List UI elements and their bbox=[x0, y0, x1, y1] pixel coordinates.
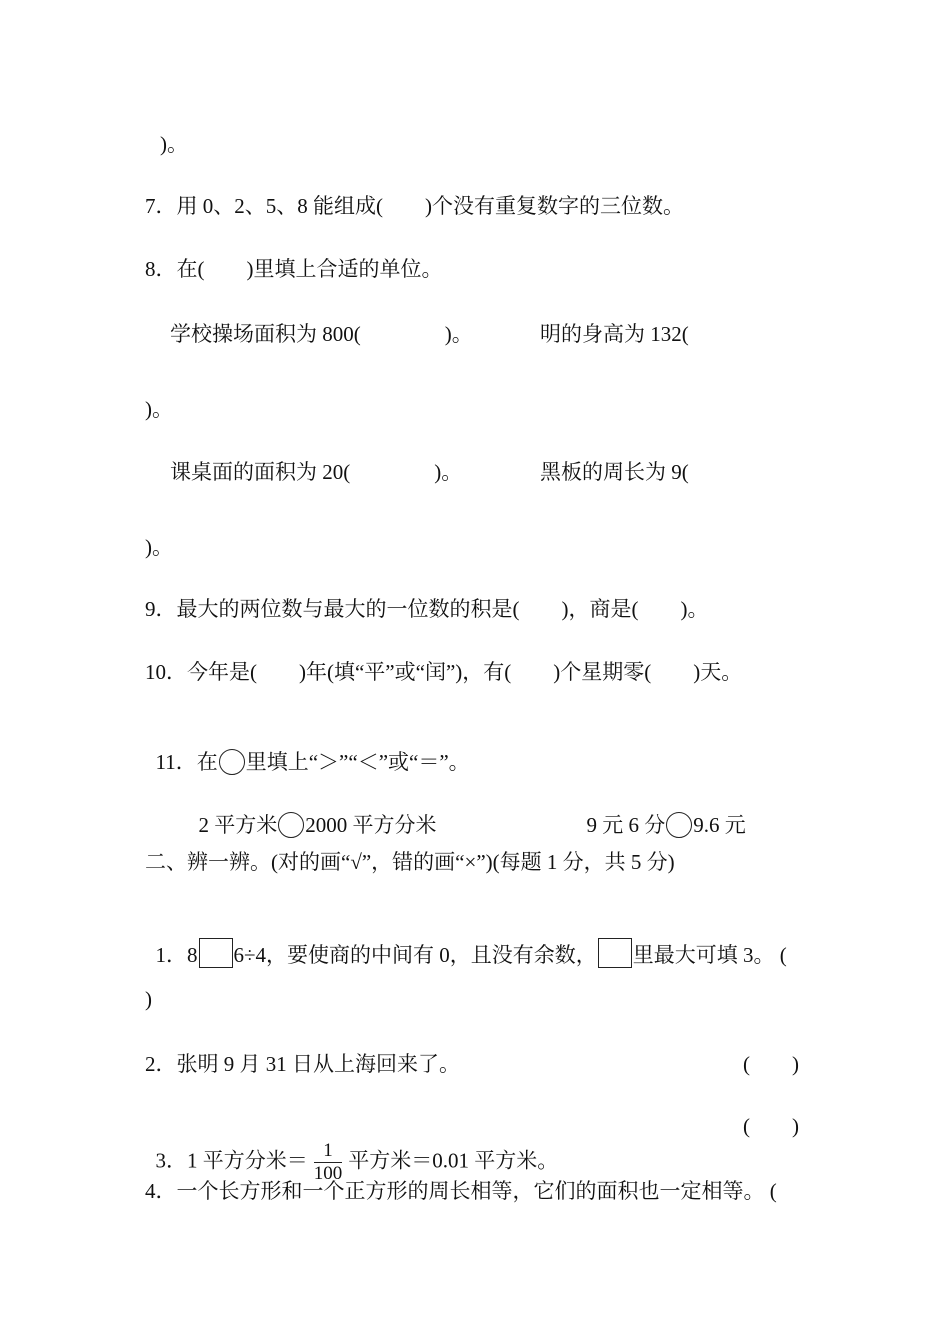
question-8-playground: 学校操场面积为 800( )。 bbox=[170, 322, 473, 346]
answer-circle[interactable] bbox=[666, 812, 692, 838]
compare-right: 9.6 元 bbox=[693, 813, 746, 837]
judge-1-prefix: 1．8 bbox=[155, 943, 198, 967]
answer-circle[interactable] bbox=[278, 812, 304, 838]
compare-right: 2000 平方分米 bbox=[305, 813, 437, 837]
judge-1-suffix: 里最大可填 3。 ( bbox=[632, 943, 787, 967]
digit-box[interactable] bbox=[598, 938, 632, 968]
judge-3-answer[interactable]: ( ) bbox=[743, 1114, 799, 1138]
judge-4: 4．一个长方形和一个正方形的周长相等，它们的面积也一定相等。 ( bbox=[145, 1179, 777, 1203]
question-10: 10．今年是( )年(填“平”或“闰”)，有( )个星期零( )天。 bbox=[145, 660, 743, 684]
judge-3 bbox=[145, 1112, 558, 1185]
fraction-numerator: 1 bbox=[314, 1140, 343, 1163]
judge-1-end: ) bbox=[145, 987, 152, 1011]
section-2-heading: 二、辨一辨。(对的画“√”，错的画“×”)(每题 1 分，共 5 分) bbox=[145, 850, 675, 874]
question-11-suffix: 里填上“＞”“＜”或“＝”。 bbox=[245, 750, 470, 774]
judge-3-prefix: 3．1 平方分米＝ bbox=[155, 1148, 308, 1173]
compare-left: 9 元 6 分 bbox=[586, 813, 666, 837]
question-8-blackboard: 黑板的周长为 9( bbox=[540, 460, 689, 484]
digit-box[interactable] bbox=[199, 938, 233, 968]
judge-2: 2．张明 9 月 31 日从上海回来了。 bbox=[145, 1052, 460, 1076]
question-11-compare-area bbox=[188, 783, 437, 839]
question-8-desk: 课桌面的面积为 20( )。 bbox=[170, 460, 463, 484]
question-11 bbox=[145, 720, 470, 776]
judge-3-suffix: 平方米＝0.01 平方米。 bbox=[348, 1148, 559, 1173]
question-8-height-end: )。 bbox=[145, 397, 173, 421]
judge-1 bbox=[145, 910, 787, 969]
question-11-compare-money bbox=[576, 783, 746, 839]
question-8-height: 明的身高为 132( bbox=[540, 322, 689, 346]
fraction-denominator: 100 bbox=[313, 1163, 343, 1184]
circle-icon bbox=[219, 749, 245, 775]
judge-1-middle: 6÷4，要使商的中间有 0，且没有余数， bbox=[233, 943, 597, 967]
question-7: 7．用 0、2、5、8 能组成( )个没有重复数字的三位数。 bbox=[145, 194, 684, 218]
question-11-prefix: 11．在 bbox=[155, 750, 218, 774]
line-closing-paren: )。 bbox=[160, 132, 188, 156]
question-8: 8．在( )里填上合适的单位。 bbox=[145, 257, 443, 281]
question-9: 9．最大的两位数与最大的一位数的积是( )，商是( )。 bbox=[145, 597, 709, 621]
question-8-blackboard-end: )。 bbox=[145, 535, 173, 559]
judge-2-answer[interactable]: ( ) bbox=[743, 1052, 799, 1076]
compare-left: 2 平方米 bbox=[198, 813, 278, 837]
